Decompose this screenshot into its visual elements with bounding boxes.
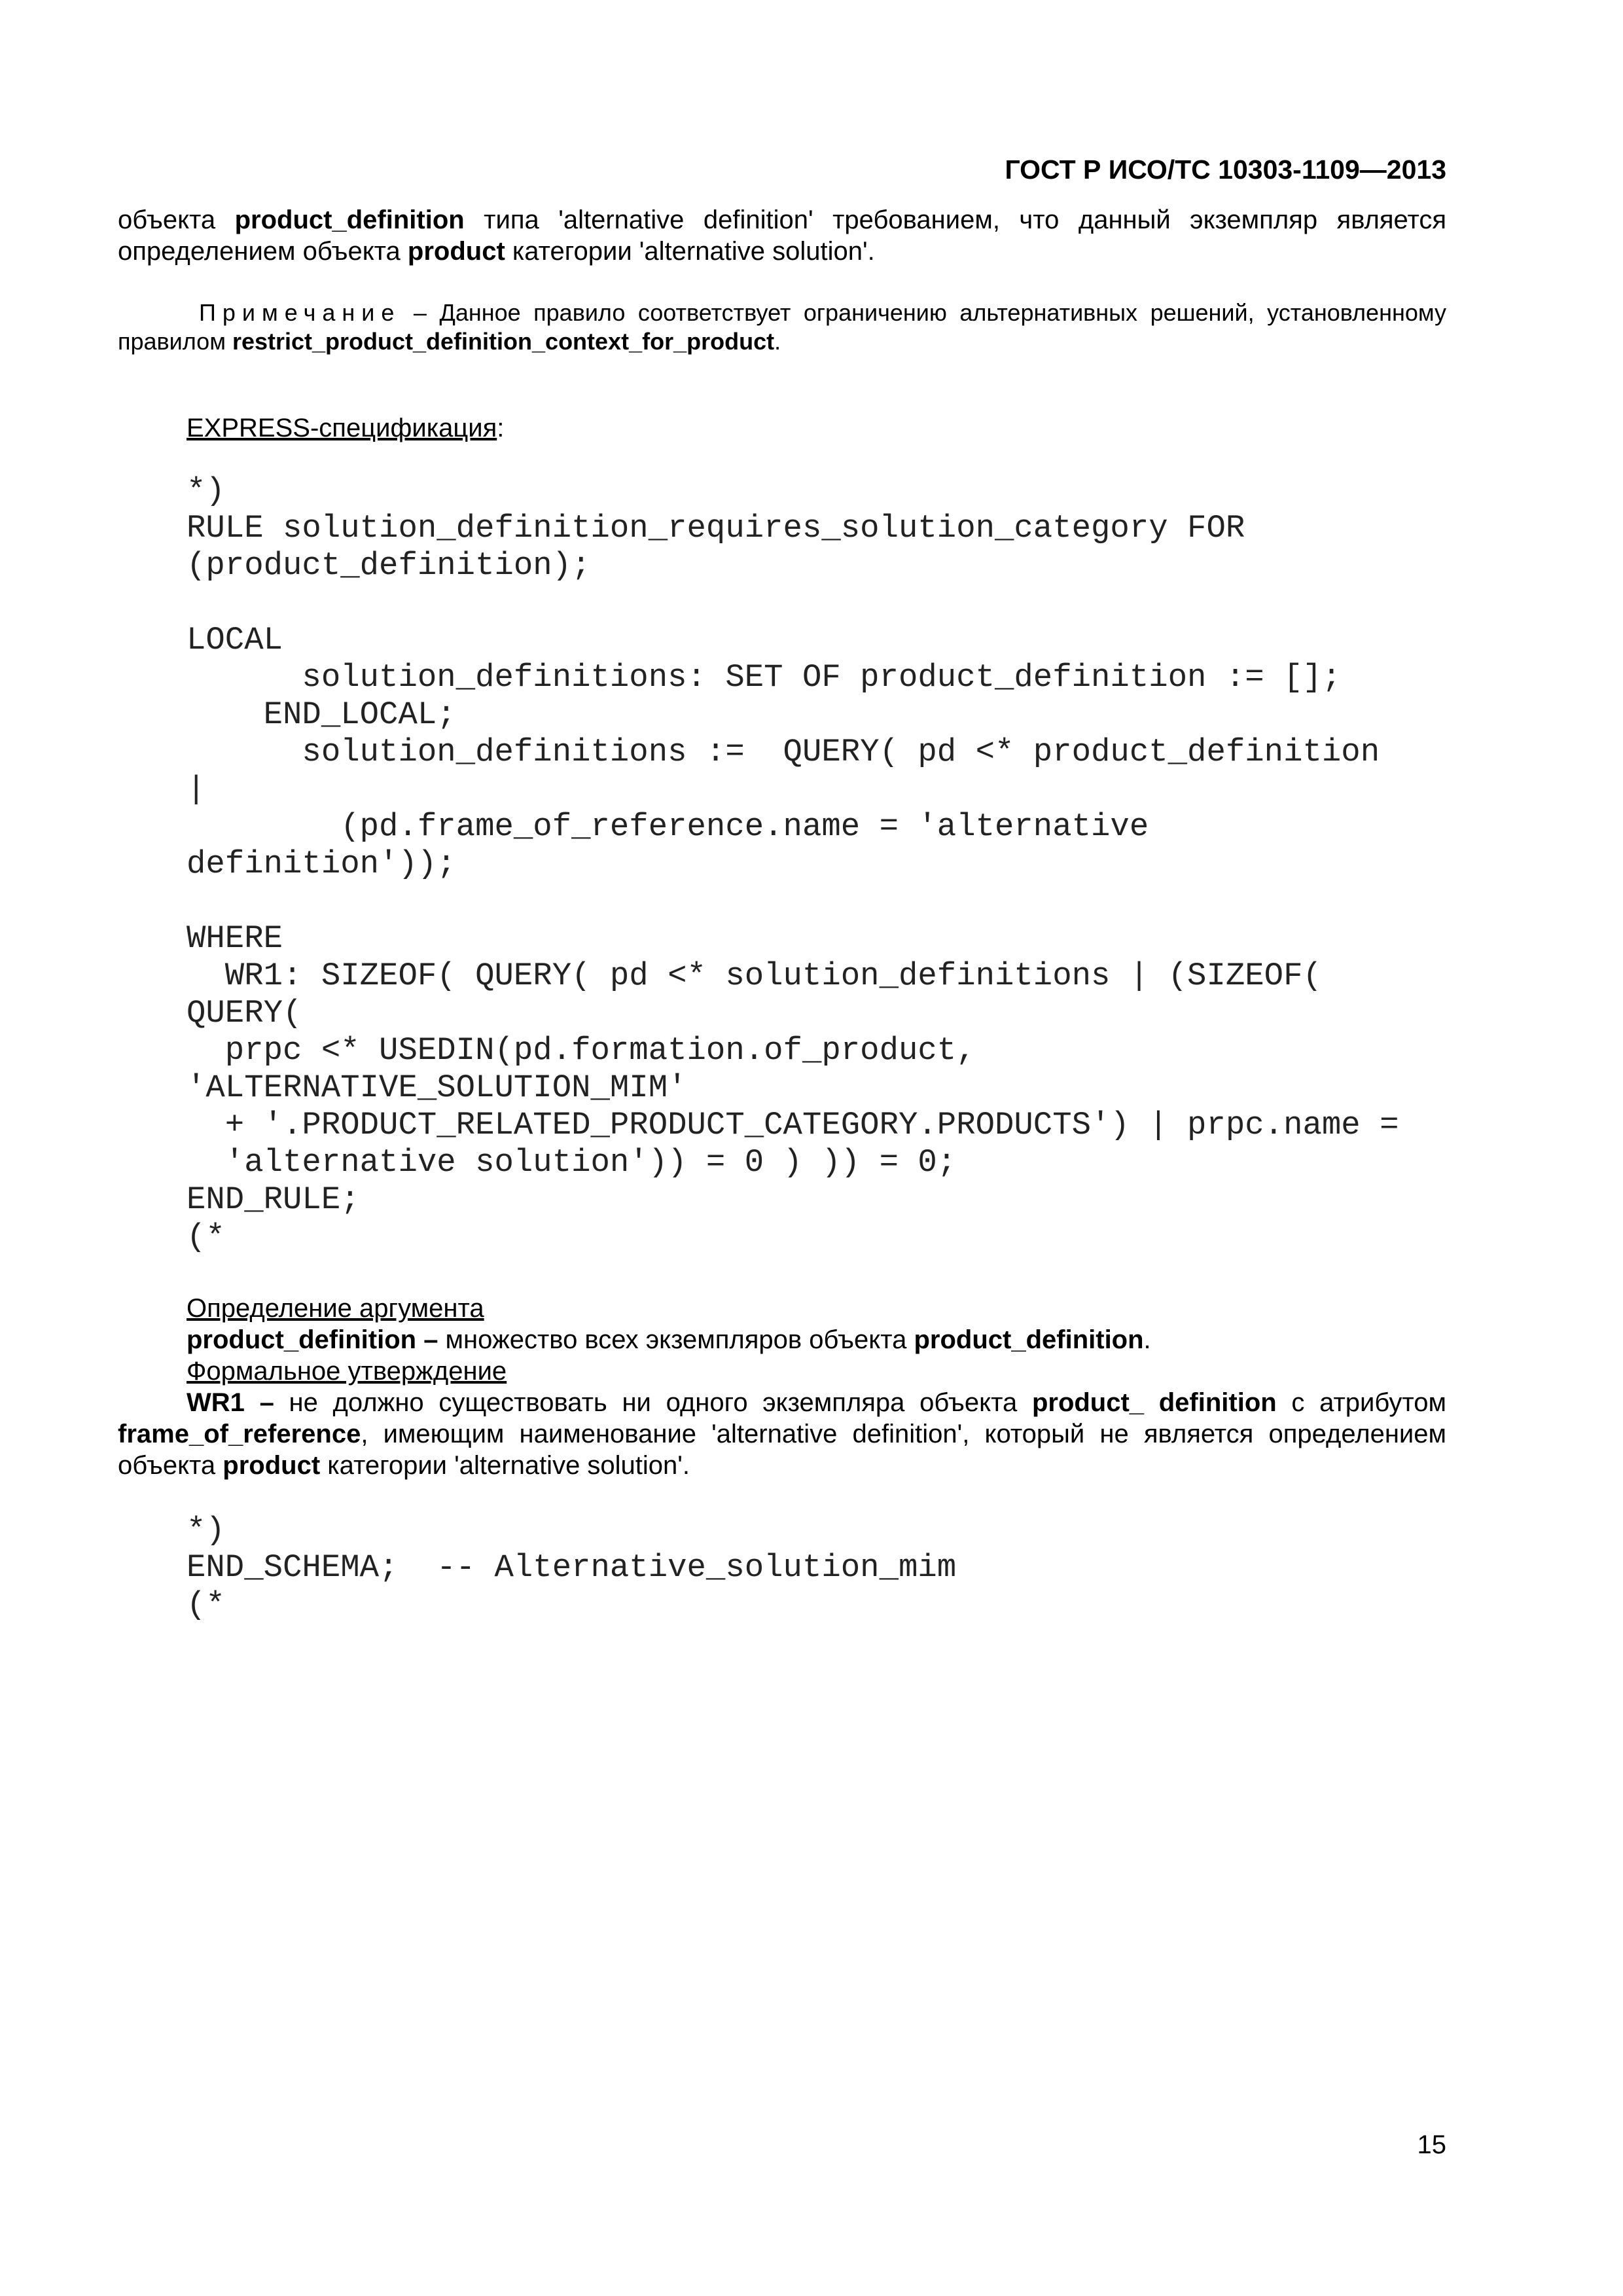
code-line: WHERE bbox=[187, 920, 283, 957]
code-line: + '.PRODUCT_RELATED_PRODUCT_CATEGORY.PRODUCTS') | prpc.name = bbox=[187, 1107, 1399, 1143]
argument-heading: Определение аргумента bbox=[187, 1294, 484, 1323]
code-line: WR1: SIZEOF( QUERY( pd <* solution_definitions | (SIZEOF( bbox=[187, 958, 1322, 994]
code-line: 'alternative solution')) = 0 ) )) = 0; bbox=[187, 1144, 957, 1181]
code-line: END_RULE; bbox=[187, 1181, 360, 1218]
code-line: (* bbox=[187, 1219, 225, 1255]
argument-definition: product_definition – множество всех экземпляров объекта product_definition. bbox=[187, 1325, 1151, 1354]
code-line: QUERY( bbox=[187, 995, 302, 1031]
code-line: RULE solution_definition_requires_solution_category FOR bbox=[187, 510, 1245, 547]
code-line: | bbox=[187, 771, 206, 808]
code-line: LOCAL bbox=[187, 622, 283, 658]
note-paragraph: Примечание – Данное правило соответствует ограничению альтернативных решений, установленному правилом restrict_product_definition_context_for_product. bbox=[118, 299, 1447, 355]
code-line: solution_definitions: SET OF product_definition := []; bbox=[187, 659, 1342, 696]
code-line: END_LOCAL; bbox=[187, 696, 456, 733]
wr1-paragraph: WR1 – не должно существовать ни одного экземпляра объекта product_ definition с атрибутом frame_of_reference, имеющим наименование 'alternative definition', который не является определением объекта product категории 'alternative solution'. bbox=[118, 1388, 1447, 1480]
express-code-block bbox=[187, 473, 1399, 1256]
formal-heading: Формальное утверждение bbox=[187, 1357, 507, 1386]
express-heading: EXPRESS-спецификация: bbox=[187, 414, 505, 442]
code-line: *) bbox=[187, 1512, 225, 1549]
page-number: 15 bbox=[1417, 2130, 1446, 2159]
intro-paragraph: объекта product_definition типа 'alternative definition' требованием, что данный экземпляр является определением объекта product категории 'alternative solution'. bbox=[118, 206, 1447, 266]
code-line: (product_definition); bbox=[187, 547, 591, 584]
code-line: prpc <* USEDIN(pd.formation.of_product, bbox=[187, 1032, 976, 1069]
code-line bbox=[187, 883, 1399, 920]
code-line: (pd.frame_of_reference.name = 'alternative bbox=[187, 808, 1149, 845]
document-header: ГОСТ Р ИСО/ТС 10303-1109—2013 bbox=[1005, 154, 1446, 185]
code-line: solution_definitions := QUERY( pd <* product_definition bbox=[187, 734, 1380, 770]
code-line: definition')); bbox=[187, 846, 456, 882]
end-schema-code-block bbox=[187, 1512, 956, 1624]
code-line: *) bbox=[187, 473, 225, 509]
code-line: 'ALTERNATIVE_SOLUTION_MIM' bbox=[187, 1069, 687, 1106]
code-line bbox=[187, 584, 1399, 622]
code-line: END_SCHEMA; -- Alternative_solution_mim bbox=[187, 1549, 957, 1586]
code-line: (* bbox=[187, 1587, 225, 1623]
